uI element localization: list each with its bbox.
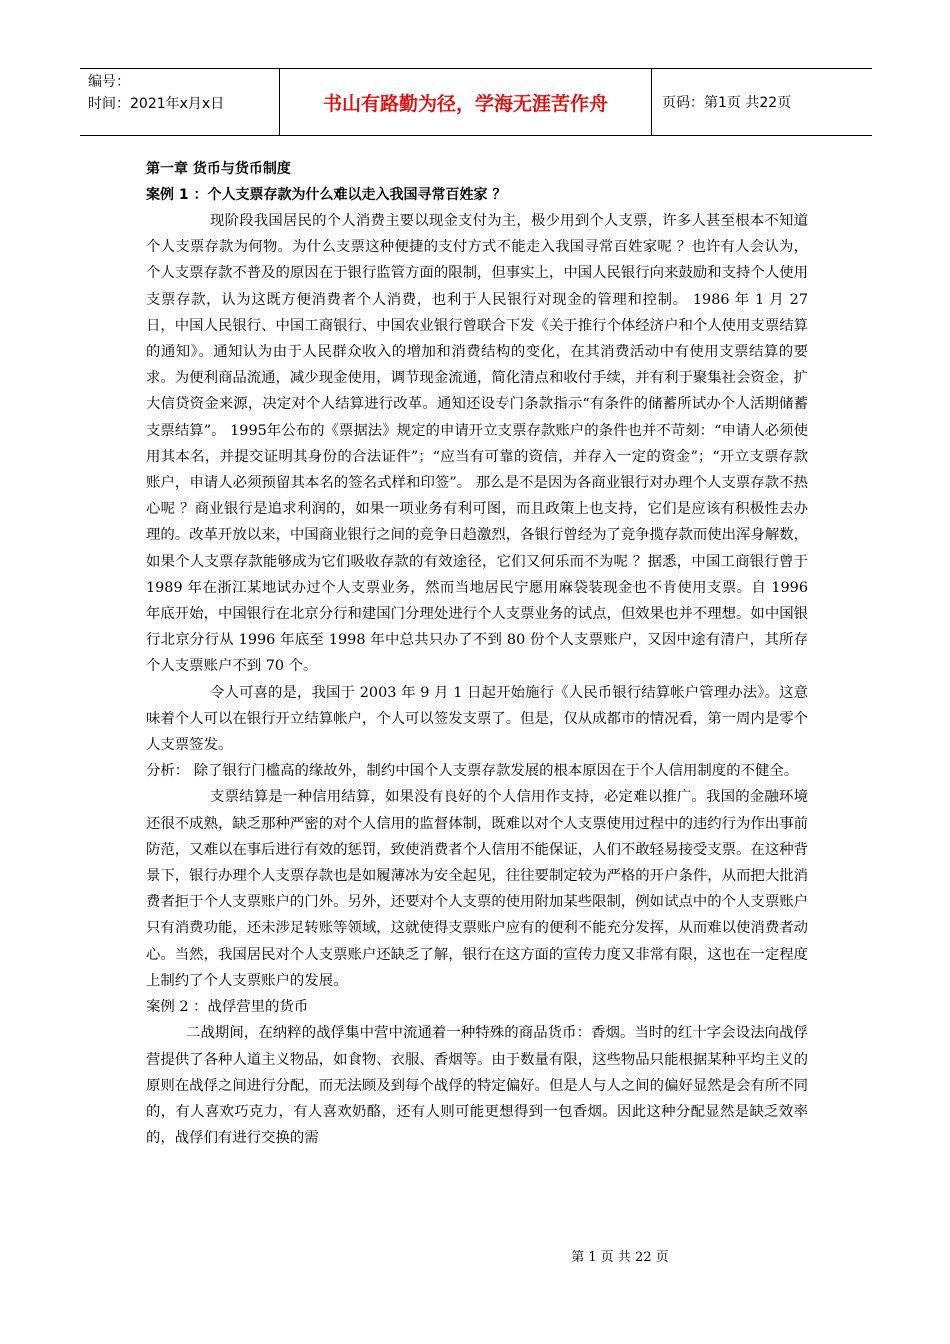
header-date-label: 时间：2021年x月x日 <box>88 96 225 112</box>
case2-title: 案例 2 ：战俘营里的货币 <box>146 999 309 1016</box>
page-header <box>80 68 872 136</box>
case1-paragraph-3: 支票结算是一种信用结算，如果没有良好的个人信用作支持，必定难以推广。我国的金融环境还很不成熟，缺乏那种严密的对个人信用的监督体制，既难以对个人支票使用过程中的违约行为作出事前防范，又难以在事后进行有效的惩罚，致使消费者个人信用不能保证，人们不敢轻易接受支票。在这种背景下，银行办理个人支票存款也是如履薄冰为安全起见，往往要制定较为严格的开户条件，从而把大批消费者拒于个人支票账户的门外。另外，还要对个人支票的使用附加某些限制，例如试点中的个人支票账户只有消费功能，还未涉足转账等领域，这就使得支票账户应有的便利不能充分发挥，从而难以使消费者动心。当然，我国居民对个人支票账户还缺乏了解，银行在这方面的宣传力度又非常有限，这也在一定程度上制约了个人支票账户的发展。 <box>146 789 808 989</box>
case1-title: 案例 1 ：个人支票存款为什么难以走入我国寻常百姓家 ？ <box>146 187 507 203</box>
document-body <box>146 156 808 1151</box>
page-footer: 第 1 页 共 22 页 <box>571 1250 669 1265</box>
case1-paragraph-1: 现阶段我国居民的个人消费主要以现金支付为主，极少用到个人支票，许多人甚至根本不知道个人支票存款为何物。为什么支票这种便捷的支付方式不能走入我国寻常百姓家呢 ？也许有人会认为，个人支票存款不普及的原因在于银行监管方面的限制，但事实上，中国人民银行向来鼓励和支持个人使用支票存款，认为这既方便消费者个人消费，也利于人民银行对现金的管理和控制。 1986 年 1 月 27 日，中国人民银行、中国工商银行、中国农业银行曾联合下发《关于推行个体经济户和个人使用支票结算的通知》。通知认为由于人民群众收入的增加和消费结构的变化，在其消费活动中有使用支票结算的要求。为便利商品流通，减少现金使用，调节现金流通，简化清点和收付手续，并有利于聚集社会资金，扩大信贷资金来源，决定对个人结算进行改革。通知还设专门条款指示“有条件的储蓄所试办个人活期储蓄支票结算”。 1995年公布的《票据法》规定的申请开立支票存款账户的条件也并不苛刻：“申请人必须使用其本名，并提交证明其身份的合法证件”；“应当有可靠的资信，并存入一定的资金”；“开立支票存款账户，申请人必须预留其本名的签名式样和印签”。 那么是不是因为各商业银行对办理个人支票存款不热心呢 ？商业银行是追求利润的，如果一项业务有利可图，而且政策上也支持，它们是应该有积极性去办理的。改革开放以来，中国商业银行之间的竞争日趋激烈，各银行曾经为了竞争揽存款而使出浑身解数，如果个人支票存款能够成为它们吸收存款的有效途径，它们又何乐而不为呢 ？据悉，中国工商银行曾于 1989 年在浙江某地试办过个人支票业务，然而当地居民宁愿用麻袋装现金也不肯使用支票。自 1996 年底开始，中国银行在北京分行和建国门分理处进行个人支票业务的试点，但效果也并不理想。如中国银行北京分行从 1996 年底至 1998 年中总共只办了不到 80 份个人支票账户，又因中途有清户，其所存个人支票账户不到 70 个。 <box>146 213 808 675</box>
case2-paragraph-1: 二战期间，在纳粹的战俘集中营中流通着一种特殊的商品货币：香烟。当时的红十字会设法向战俘营提供了各种人道主义物品，如食物、衣服、香烟等。由于数量有限，这些物品只能根据某种平均主义的原则在战俘之间进行分配，而无法顾及到每个战俘的特定偏好。但是人与人之间的偏好显然是会有所不同的，有人喜欢巧克力，有人喜欢奶酪，还有人则可能更想得到一包香烟。因此这种分配显然是缺乏效率的，战俘们有进行交换的需 <box>146 1025 808 1147</box>
header-page-label: 页码：第1页 共22页 <box>662 95 792 111</box>
header-meta <box>80 69 280 135</box>
chapter-title: 第一章 货币与货币制度 <box>146 161 291 177</box>
case1-paragraph-2: 令人可喜的是，我国于 2003 年 9 月 1 日起开始施行《人民币银行结算帐户管理办法》。这意味着个人可以在银行开立结算帐户，个人可以签发支票了。但是，仅从成都市的情况看，第一周内是零个人支票签发。 <box>146 684 808 754</box>
header-number-label: 编号： <box>88 74 130 90</box>
case1-analysis: 分析： 除了银行门槛高的缘故外，制约中国个人支票存款发展的根本原因在于个人信用制度的不健全。 <box>146 763 799 780</box>
header-motto: 书山有路勤为径，学海无涯苦作舟 <box>280 69 652 135</box>
